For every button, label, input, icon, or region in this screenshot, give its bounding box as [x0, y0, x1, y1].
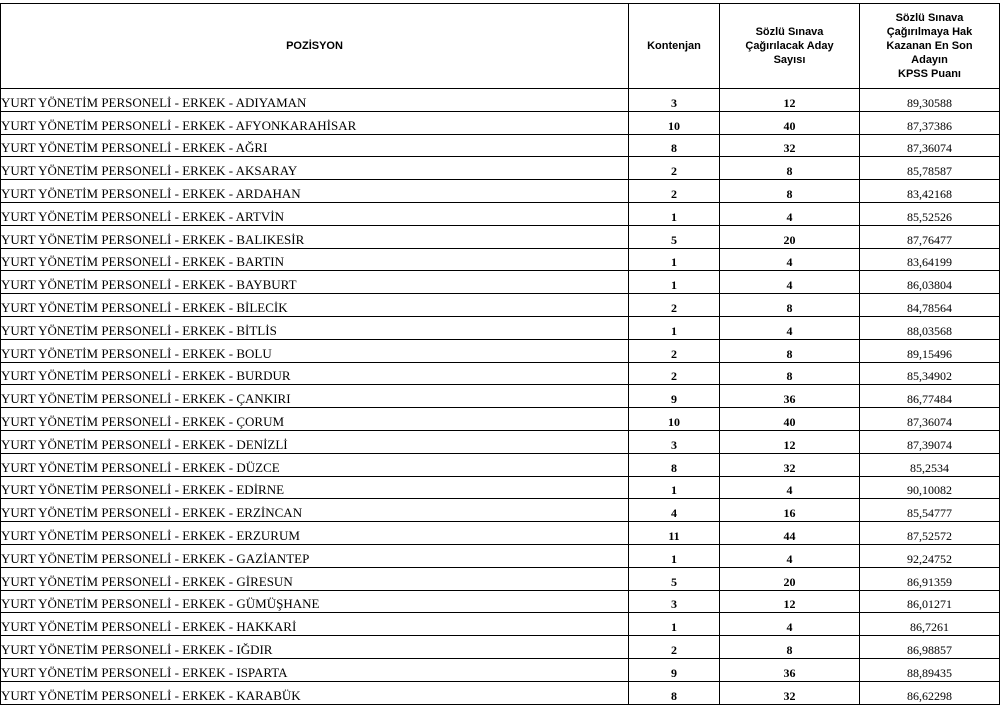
- header-row: [1, 4, 1000, 89]
- table-row: [1, 613, 1000, 636]
- score-cell: 83,42168: [860, 180, 1000, 203]
- quota-cell: 9: [629, 385, 720, 408]
- called-count-cell: 40: [720, 111, 860, 134]
- position-cell: YURT YÖNETİM PERSONELİ - ERKEK - ERZURUM: [1, 522, 629, 545]
- score-cell: 85,34902: [860, 362, 1000, 385]
- quota-cell: 9: [629, 658, 720, 681]
- position-cell: YURT YÖNETİM PERSONELİ - ERKEK - IĞDIR: [1, 636, 629, 659]
- called-count-cell: 32: [720, 134, 860, 157]
- position-cell: YURT YÖNETİM PERSONELİ - ERKEK - AKSARAY: [1, 157, 629, 180]
- position-cell: YURT YÖNETİM PERSONELİ - ERKEK - ÇORUM: [1, 408, 629, 431]
- position-cell: YURT YÖNETİM PERSONELİ - ERKEK - AĞRI: [1, 134, 629, 157]
- table-row: [1, 453, 1000, 476]
- called-count-cell: 4: [720, 316, 860, 339]
- quota-cell: 10: [629, 408, 720, 431]
- score-cell: 84,78564: [860, 294, 1000, 317]
- position-cell: YURT YÖNETİM PERSONELİ - ERKEK - BALIKESİR: [1, 225, 629, 248]
- table-row: [1, 134, 1000, 157]
- score-cell: 83,64199: [860, 248, 1000, 271]
- quota-cell: 5: [629, 225, 720, 248]
- position-cell: YURT YÖNETİM PERSONELİ - ERKEK - HAKKARİ: [1, 613, 629, 636]
- position-cell: YURT YÖNETİM PERSONELİ - ERKEK - DENİZLİ: [1, 430, 629, 453]
- score-cell: 86,98857: [860, 636, 1000, 659]
- score-cell: 86,62298: [860, 681, 1000, 704]
- quota-cell: 2: [629, 157, 720, 180]
- called-count-cell: 4: [720, 248, 860, 271]
- position-cell: YURT YÖNETİM PERSONELİ - ERKEK - GİRESUN: [1, 567, 629, 590]
- table-row: [1, 362, 1000, 385]
- score-cell: 87,39074: [860, 430, 1000, 453]
- table-row: [1, 89, 1000, 112]
- table-row: [1, 636, 1000, 659]
- quota-cell: 8: [629, 453, 720, 476]
- called-count-cell: 4: [720, 202, 860, 225]
- position-cell: YURT YÖNETİM PERSONELİ - ERKEK - ARTVİN: [1, 202, 629, 225]
- score-cell: 85,78587: [860, 157, 1000, 180]
- table-row: [1, 499, 1000, 522]
- position-cell: YURT YÖNETİM PERSONELİ - ERKEK - BAYBURT: [1, 271, 629, 294]
- results-table: [0, 3, 1000, 705]
- position-cell: YURT YÖNETİM PERSONELİ - ERKEK - ERZİNCAN: [1, 499, 629, 522]
- quota-cell: 1: [629, 271, 720, 294]
- score-cell: 88,89435: [860, 658, 1000, 681]
- quota-cell: 1: [629, 544, 720, 567]
- position-cell: YURT YÖNETİM PERSONELİ - ERKEK - ARDAHAN: [1, 180, 629, 203]
- position-cell: YURT YÖNETİM PERSONELİ - ERKEK - BİLECİK: [1, 294, 629, 317]
- table-row: [1, 294, 1000, 317]
- quota-cell: 3: [629, 89, 720, 112]
- table-row: [1, 316, 1000, 339]
- table-row: [1, 658, 1000, 681]
- table-row: [1, 225, 1000, 248]
- header-quota: Kontenjan: [629, 4, 720, 89]
- quota-cell: 2: [629, 294, 720, 317]
- score-cell: 86,03804: [860, 271, 1000, 294]
- called-count-cell: 16: [720, 499, 860, 522]
- table-row: [1, 111, 1000, 134]
- table-row: [1, 567, 1000, 590]
- score-cell: 85,54777: [860, 499, 1000, 522]
- quota-cell: 1: [629, 476, 720, 499]
- table-row: [1, 180, 1000, 203]
- score-cell: 87,37386: [860, 111, 1000, 134]
- quota-cell: 2: [629, 636, 720, 659]
- called-count-cell: 8: [720, 294, 860, 317]
- table-row: [1, 476, 1000, 499]
- quota-cell: 11: [629, 522, 720, 545]
- header-last-score: Sözlü Sınava Çağırılmaya Hak Kazanan En Son Adayın KPSS Puanı: [860, 4, 1000, 89]
- score-cell: 88,03568: [860, 316, 1000, 339]
- quota-cell: 3: [629, 590, 720, 613]
- table-row: [1, 339, 1000, 362]
- called-count-cell: 12: [720, 430, 860, 453]
- position-cell: YURT YÖNETİM PERSONELİ - ERKEK - BOLU: [1, 339, 629, 362]
- position-cell: YURT YÖNETİM PERSONELİ - ERKEK - ADIYAMAN: [1, 89, 629, 112]
- table-row: [1, 681, 1000, 704]
- called-count-cell: 8: [720, 157, 860, 180]
- score-cell: 85,52526: [860, 202, 1000, 225]
- score-cell: 87,76477: [860, 225, 1000, 248]
- table-body: [1, 89, 1000, 705]
- quota-cell: 5: [629, 567, 720, 590]
- table-row: [1, 385, 1000, 408]
- score-cell: 86,7261: [860, 613, 1000, 636]
- header-called-count: Sözlü Sınava Çağırılacak Aday Sayısı: [720, 4, 860, 89]
- called-count-cell: 32: [720, 681, 860, 704]
- quota-cell: 1: [629, 316, 720, 339]
- score-cell: 86,77484: [860, 385, 1000, 408]
- table-row: [1, 202, 1000, 225]
- position-cell: YURT YÖNETİM PERSONELİ - ERKEK - BURDUR: [1, 362, 629, 385]
- score-cell: 89,15496: [860, 339, 1000, 362]
- quota-cell: 1: [629, 202, 720, 225]
- called-count-cell: 12: [720, 590, 860, 613]
- quota-cell: 10: [629, 111, 720, 134]
- table-row: [1, 157, 1000, 180]
- score-cell: 86,91359: [860, 567, 1000, 590]
- score-cell: 89,30588: [860, 89, 1000, 112]
- position-cell: YURT YÖNETİM PERSONELİ - ERKEK - GAZİANTEP: [1, 544, 629, 567]
- score-cell: 92,24752: [860, 544, 1000, 567]
- position-cell: YURT YÖNETİM PERSONELİ - ERKEK - BARTIN: [1, 248, 629, 271]
- quota-cell: 2: [629, 339, 720, 362]
- score-cell: 87,36074: [860, 408, 1000, 431]
- position-cell: YURT YÖNETİM PERSONELİ - ERKEK - DÜZCE: [1, 453, 629, 476]
- table-row: [1, 430, 1000, 453]
- called-count-cell: 4: [720, 476, 860, 499]
- called-count-cell: 8: [720, 180, 860, 203]
- called-count-cell: 32: [720, 453, 860, 476]
- header-position: POZİSYON: [1, 4, 629, 89]
- table-row: [1, 522, 1000, 545]
- position-cell: YURT YÖNETİM PERSONELİ - ERKEK - GÜMÜŞHANE: [1, 590, 629, 613]
- score-cell: 85,2534: [860, 453, 1000, 476]
- called-count-cell: 20: [720, 567, 860, 590]
- position-cell: YURT YÖNETİM PERSONELİ - ERKEK - BİTLİS: [1, 316, 629, 339]
- called-count-cell: 36: [720, 658, 860, 681]
- quota-cell: 2: [629, 362, 720, 385]
- quota-cell: 1: [629, 248, 720, 271]
- score-cell: 87,52572: [860, 522, 1000, 545]
- position-cell: YURT YÖNETİM PERSONELİ - ERKEK - ÇANKIRI: [1, 385, 629, 408]
- quota-cell: 4: [629, 499, 720, 522]
- table-row: [1, 271, 1000, 294]
- position-cell: YURT YÖNETİM PERSONELİ - ERKEK - EDİRNE: [1, 476, 629, 499]
- score-cell: 87,36074: [860, 134, 1000, 157]
- called-count-cell: 44: [720, 522, 860, 545]
- score-cell: 86,01271: [860, 590, 1000, 613]
- table-row: [1, 590, 1000, 613]
- called-count-cell: 20: [720, 225, 860, 248]
- called-count-cell: 4: [720, 544, 860, 567]
- quota-cell: 1: [629, 613, 720, 636]
- position-cell: YURT YÖNETİM PERSONELİ - ERKEK - AFYONKARAHİSAR: [1, 111, 629, 134]
- position-cell: YURT YÖNETİM PERSONELİ - ERKEK - ISPARTA: [1, 658, 629, 681]
- quota-cell: 3: [629, 430, 720, 453]
- called-count-cell: 8: [720, 339, 860, 362]
- quota-cell: 2: [629, 180, 720, 203]
- table-row: [1, 544, 1000, 567]
- position-cell: YURT YÖNETİM PERSONELİ - ERKEK - KARABÜK: [1, 681, 629, 704]
- called-count-cell: 8: [720, 362, 860, 385]
- quota-cell: 8: [629, 134, 720, 157]
- quota-cell: 8: [629, 681, 720, 704]
- table-row: [1, 248, 1000, 271]
- called-count-cell: 8: [720, 636, 860, 659]
- called-count-cell: 4: [720, 271, 860, 294]
- called-count-cell: 36: [720, 385, 860, 408]
- called-count-cell: 12: [720, 89, 860, 112]
- score-cell: 90,10082: [860, 476, 1000, 499]
- called-count-cell: 4: [720, 613, 860, 636]
- table-row: [1, 408, 1000, 431]
- called-count-cell: 40: [720, 408, 860, 431]
